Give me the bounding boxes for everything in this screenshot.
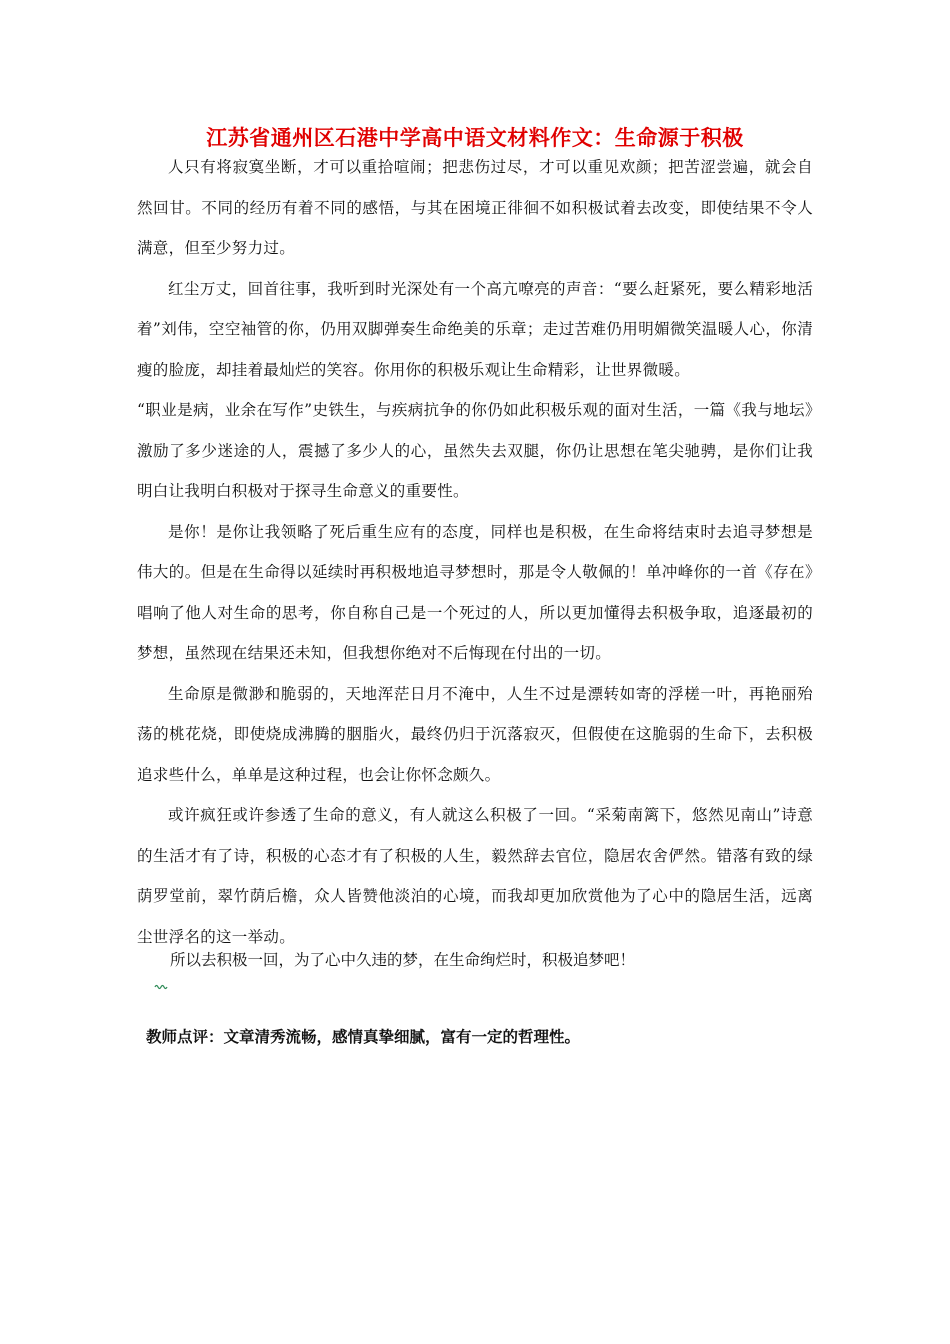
essay-title: 江苏省通州区石港中学高中语文材料作文：生命源于积极	[206, 125, 744, 150]
paragraph-2: 红尘万丈，回首往事，我听到时光深处有一个高亢嘹亮的声音：“要么赶紧死，要么精彩地活着”刘伟，空空袖管的你，仍用双脚弹奏生命绝美的乐章；走过苦难仍用明媚微笑温暖人心，你清瘦的脸庞，却挂着最灿烂的笑容。你用你的积极乐观让生命精彩，让世界微暖。	[137, 279, 813, 379]
paragraph-1: 人只有将寂寞坐断，才可以重拾喧闹；把悲伤过尽，才可以重见欢颜；把苦涩尝遍，就会自然回甘。不同的经历有着不同的感悟，与其在困境正徘徊不如积极试着去改变，即使结果不令人满意，但至少努力过。	[137, 158, 813, 257]
teacher-comment: 教师点评：文章清秀流畅，感情真挚细腻，富有一定的哲理性。	[146, 1028, 581, 1046]
paragraph-3: “职业是病，业余在写作”史铁生，与疾病抗争的你仍如此积极乐观的面对生活，一篇《我与地坛》激励了多少迷途的人，震撼了多少人的心，虽然失去双腿，你仍让思想在笔尖驰骋，是你们让我明白让我明白积极对于探寻生命意义的重要性。	[137, 401, 813, 500]
squiggle-mark-icon	[154, 983, 168, 991]
paragraph-4: 是你！是你让我领略了死后重生应有的态度，同样也是积极，在生命将结束时去追寻梦想是伟大的。但是在生命得以延续时再积极地追寻梦想时，那是令人敬佩的！单冲峰你的一首《存在》唱响了他人对生命的思考，你自称自己是一个死过的人，所以更加懂得去积极争取，追逐最初的梦想，虽然现在结果还未知，但我想你绝对不后悔现在付出的一切。	[137, 522, 813, 662]
closing-line: 所以去积极一回，为了心中久违的梦，在生命绚烂时，积极追梦吧！	[170, 951, 636, 969]
paragraph-6: 或许疯狂或许参透了生命的意义，有人就这么积极了一回。“采菊南篱下，悠然见南山”诗意的生活才有了诗，积极的心态才有了积极的人生，毅然辞去官位，隐居农舍俨然。错落有致的绿荫罗堂前，翠竹荫后檐，众人皆赞他淡泊的心境，而我却更加欣赏他为了心中的隐居生活，远离尘世浮名的这一举动。	[137, 806, 813, 946]
paragraph-5: 生命原是微渺和脆弱的，天地浑茫日月不淹中，人生不过是漂转如寄的浮槎一叶，再艳丽殆荡的桃花烧，即使烧成沸腾的胭脂火，最终仍归于沉落寂灭，但假使在这脆弱的生命下，去积极追求些什么，单单是这种过程，也会让你怀念颇久。	[137, 684, 813, 784]
essay-body	[137, 147, 813, 957]
